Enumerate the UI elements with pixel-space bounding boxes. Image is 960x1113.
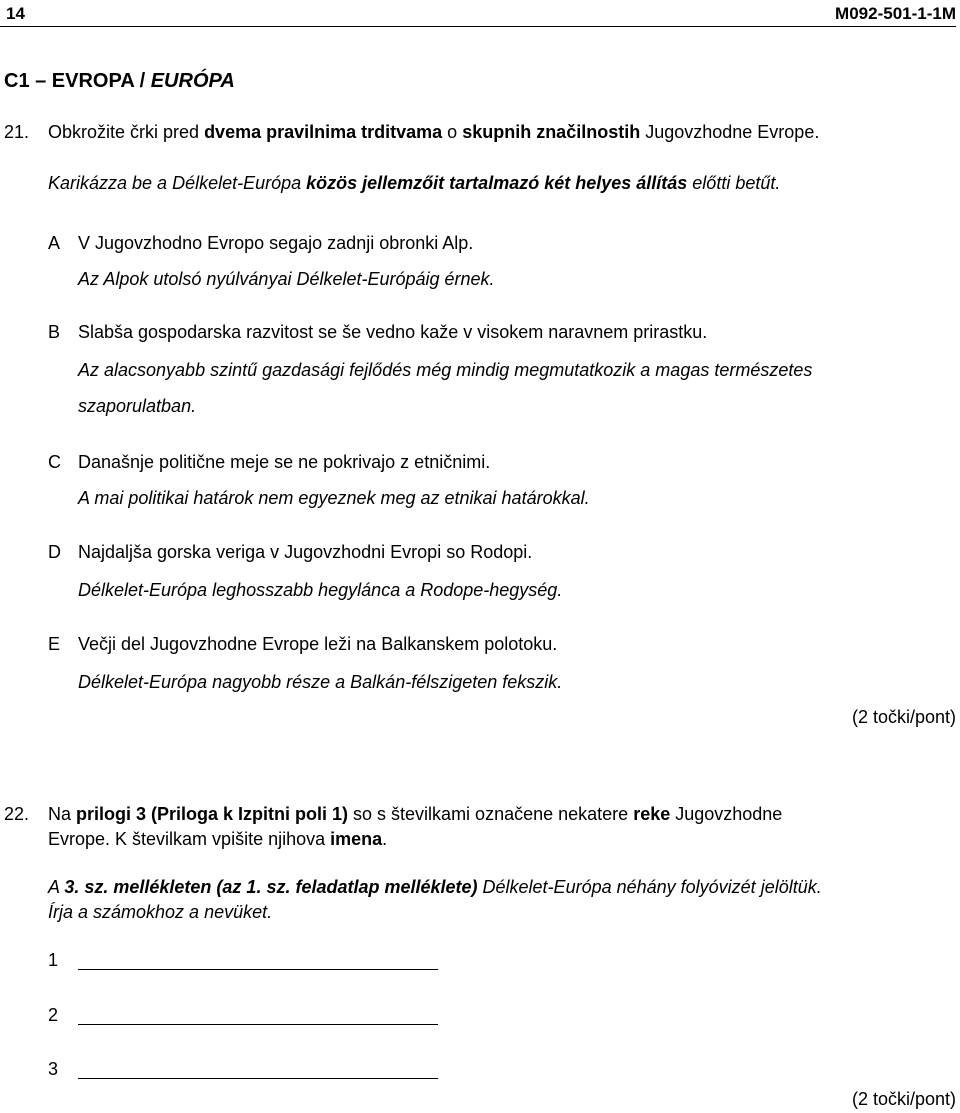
- q22-number: 22.: [4, 804, 30, 824]
- q21-instruction-hu: Karikázza be a Délkelet-Európa közös jellemzőit tartalmazó két helyes állítás előtti betűt.: [48, 173, 781, 193]
- option-c-hu: A mai politikai határok nem egyeznek meg az etnikai határokkal.: [78, 488, 590, 508]
- q21-number: 21.: [4, 122, 30, 142]
- q22-instruction-hu: A 3. sz. mellékleten (az 1. sz. feladatlap melléklete) Délkelet-Európa néhány folyóvizét jelöltük.: [48, 877, 822, 897]
- q22-instruction-sl-cont: Evrope. K številkam vpišite njihova imena.: [48, 829, 388, 849]
- section-label: C1 – EVROPA /: [4, 70, 151, 92]
- answer-line-2[interactable]: [78, 1024, 438, 1025]
- option-letter-e[interactable]: E: [48, 634, 61, 654]
- section-label-hu: EURÓPA: [150, 70, 235, 92]
- document-code: M092-501-1-1M: [835, 4, 956, 23]
- option-d-sl: Najdaljša gorska veriga v Jugovzhodni Evropi so Rodopi.: [78, 542, 533, 562]
- q21-points: (2 točki/pont): [851, 707, 956, 727]
- q22-instruction-sl: Na prilogi 3 (Priloga k Izpitni poli 1) so s številkami označene nekatere reke Jugovzhodne: [48, 804, 783, 824]
- page-number: 14: [6, 4, 25, 23]
- q22-instruction-hu-cont: Írja a számokhoz a nevüket.: [48, 902, 273, 922]
- option-letter-a[interactable]: A: [48, 233, 61, 253]
- option-d-hu: Délkelet-Európa leghosszabb hegylánca a Rodope-hegység.: [78, 580, 563, 600]
- page-header: [0, 2, 956, 27]
- section-title: [4, 70, 235, 93]
- option-b-hu-cont: szaporulatban.: [78, 396, 197, 416]
- option-e-hu: Délkelet-Európa nagyobb része a Balkán-félszigeten fekszik.: [78, 672, 563, 692]
- option-e-sl: Večji del Jugovzhodne Evrope leži na Balkanskem polotoku.: [78, 634, 558, 654]
- option-letter-c[interactable]: C: [48, 452, 61, 472]
- option-a-sl: V Jugovzhodno Evropo segajo zadnji obronki Alp.: [78, 233, 474, 253]
- option-c-sl: Današnje politične meje se ne pokrivajo z etničnimi.: [78, 452, 491, 472]
- option-b-sl: Slabša gospodarska razvitost se še vedno kaže v visokem naravnem prirastku.: [78, 322, 708, 342]
- option-letter-b[interactable]: B: [48, 322, 61, 342]
- q21-instruction-sl: Obkrožite črki pred dvema pravilnima trditvama o skupnih značilnostih Jugovzhodne Evrope.: [48, 122, 820, 142]
- option-b-hu: Az alacsonyabb szintű gazdasági fejlődés még mindig megmutatkozik a magas természetes: [78, 360, 813, 380]
- option-letter-d[interactable]: D: [48, 542, 61, 562]
- answer-line-1[interactable]: [78, 969, 438, 970]
- answer-label-2: 2: [48, 1005, 59, 1025]
- q22-points: (2 točki/pont): [851, 1089, 956, 1109]
- answer-label-1: 1: [48, 950, 59, 970]
- option-a-hu: Az Alpok utolsó nyúlványai Délkelet-Európáig érnek.: [78, 269, 495, 289]
- answer-label-3: 3: [48, 1059, 59, 1079]
- answer-line-3[interactable]: [78, 1078, 438, 1079]
